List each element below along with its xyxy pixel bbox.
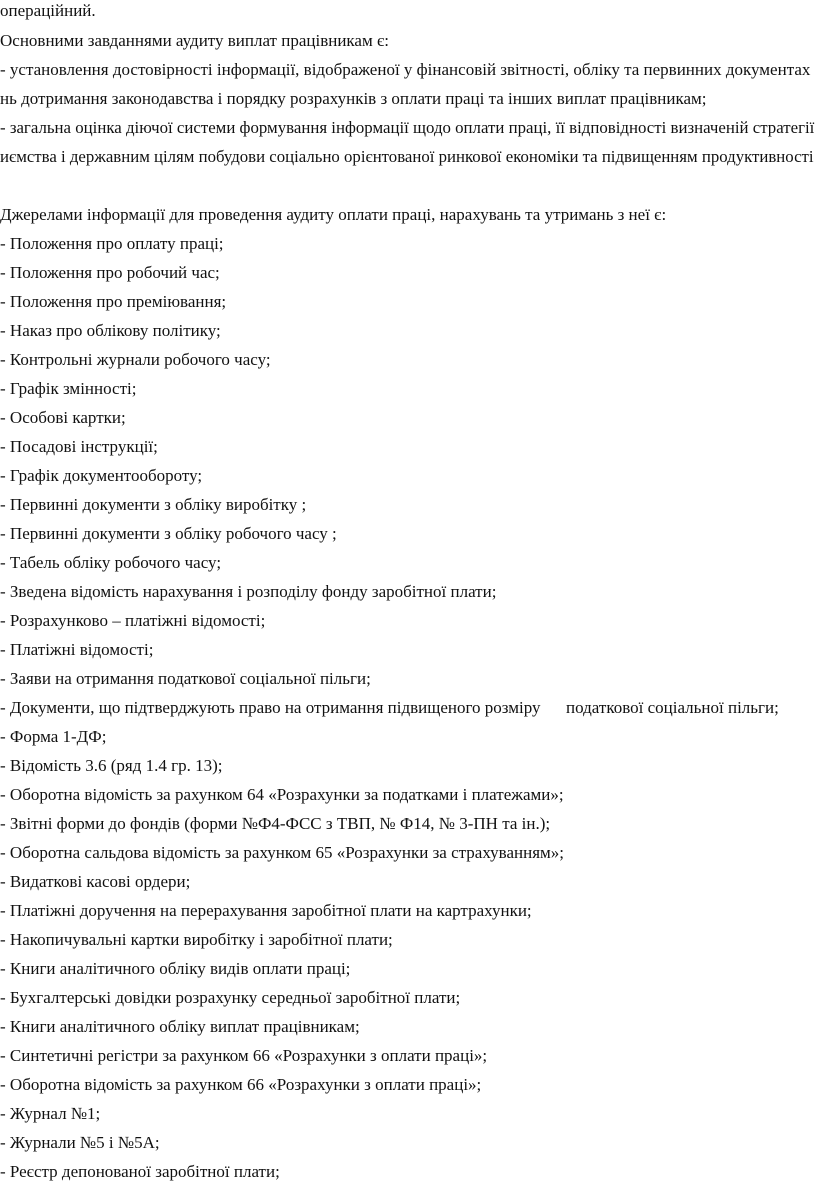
list-item: - Журнали №5 і №5А; — [0, 1133, 160, 1152]
list-item: - Оборотна відомість за рахунком 66 «Розрахунки з оплати праці»; — [0, 1075, 482, 1094]
tasks-intro: Основними завданнями аудиту виплат працівникам є: — [0, 31, 389, 50]
list-item: - Бухгалтерські довідки розрахунку середньої заробітної плати; — [0, 988, 461, 1007]
list-item: - Видаткові касові ордери; — [0, 872, 191, 891]
list-item: - Накопичувальні картки виробітку і заробітної плати; — [0, 930, 393, 949]
sources-intro: Джерелами інформації для проведення аудиту оплати праці, нарахувань та утримань з неї є: — [0, 205, 667, 224]
list-item: - Реєстр депонованої заробітної плати; — [0, 1162, 280, 1181]
list-item: - Положення про робочий час; — [0, 263, 220, 282]
task-item-1-line-1: - установлення достовірності інформації, відображеної у фінансовій звітності, обліку та первинних документах — [0, 60, 811, 79]
list-item: - Відомість 3.6 (ряд 1.4 гр. 13); — [0, 756, 223, 775]
list-item: - Оборотна відомість за рахунком 64 «Розрахунки за податками і платежами»; — [0, 785, 564, 804]
list-item: - Особові картки; — [0, 408, 126, 427]
list-item: - Оборотна сальдова відомість за рахунком 65 «Розрахунки за страхуванням»; — [0, 843, 565, 862]
list-item: - Табель обліку робочого часу; — [0, 553, 222, 572]
task-item-2-line-1: - загальна оцінка діючої системи формування інформації щодо оплати праці, її відповідності визначеній стратегії — [0, 118, 815, 137]
list-item: - Форма 1-ДФ; — [0, 727, 107, 746]
list-item: - Зведена відомість нарахування і розподілу фонду заробітної плати; — [0, 582, 497, 601]
list-item: - Документи, що підтверджують право на отримання підвищеного розміру податкової соціальної пільги; — [0, 698, 779, 717]
list-item: - Розрахунково – платіжні відомості; — [0, 611, 266, 630]
list-item: - Первинні документи з обліку робочого часу ; — [0, 524, 337, 543]
list-item: - Книги аналітичного обліку виплат працівникам; — [0, 1017, 360, 1036]
task-item-2-line-2: иємства і державним цілям побудови соціально орієнтованої ринкової економіки та підвищенням продуктивності — [0, 147, 814, 166]
list-item: - Положення про преміювання; — [0, 292, 227, 311]
list-item: - Наказ про облікову політику; — [0, 321, 221, 340]
list-item: - Заяви на отримання податкової соціальної пільги; — [0, 669, 371, 688]
list-item: - Журнал №1; — [0, 1104, 101, 1123]
list-item: - Первинні документи з обліку виробітку ; — [0, 495, 307, 514]
task-item-1-line-2: нь дотримання законодавства і порядку розрахунків з оплати праці та інших виплат працівникам; — [0, 89, 707, 108]
list-item: - Графік документообороту; — [0, 466, 203, 485]
list-item: - Книги аналітичного обліку видів оплати праці; — [0, 959, 351, 978]
list-item: - Графік змінності; — [0, 379, 137, 398]
list-item: - Положення про оплату праці; — [0, 234, 224, 253]
list-item: - Синтетичні регістри за рахунком 66 «Розрахунки з оплати праці»; — [0, 1046, 488, 1065]
list-item: - Контрольні журнали робочого часу; — [0, 350, 271, 369]
text-line-fragment: операційний. — [0, 1, 96, 20]
list-item: - Посадові інструкції; — [0, 437, 158, 456]
list-item: - Платіжні відомості; — [0, 640, 154, 659]
list-item: - Звітні форми до фондів (форми №Ф4-ФСС з ТВП, № Ф14, № 3-ПН та ін.); — [0, 814, 551, 833]
list-item: - Платіжні доручення на перерахування заробітної плати на картрахунки; — [0, 901, 532, 920]
